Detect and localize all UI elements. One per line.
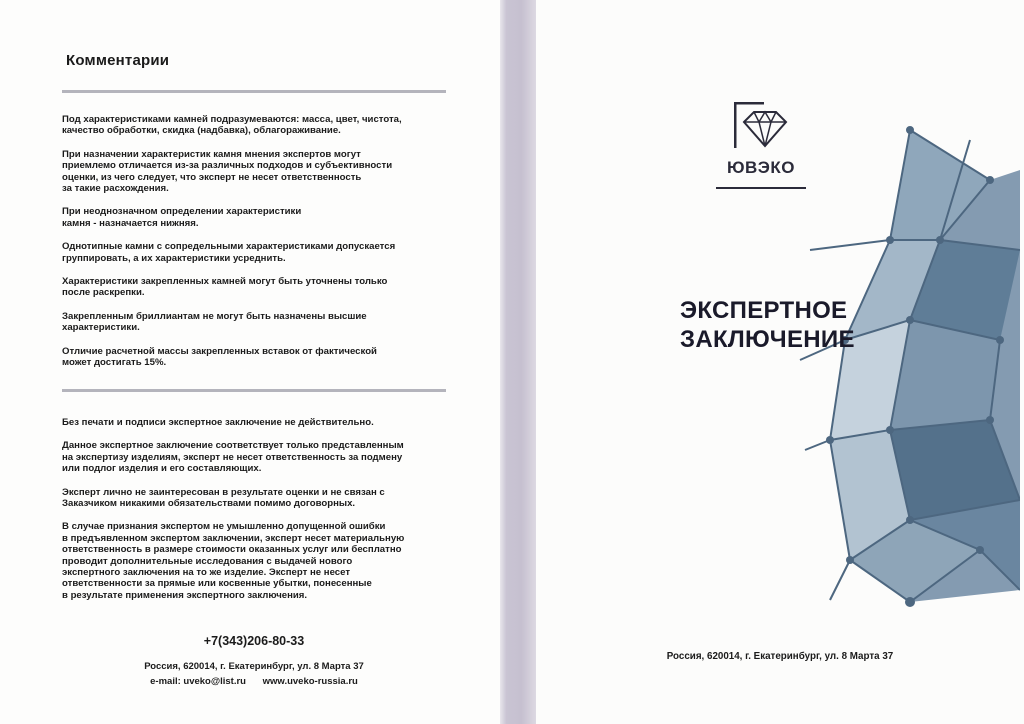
comment-item: Отличие расчетной массы закрепленных вставок от фактической может достигать 15%.: [62, 345, 377, 369]
middle-divider: [62, 389, 446, 392]
contact-address: Россия, 620014, г. Екатеринбург, ул. 8 Марта 37: [144, 661, 364, 672]
comment-item: Характеристики закрепленных камней могут быть уточнены только после раскрепки.: [62, 276, 388, 299]
comment-item: При неоднозначном определении характеристики камня - назначается нижняя.: [62, 206, 302, 229]
comment-item: Однотипные камни с сопредельными характеристиками допускается группировать, а их характеристики усреднить.: [62, 241, 396, 264]
contact-email-website: [62, 676, 446, 687]
disclaimers-list: [62, 417, 434, 613]
comment-item: При назначении характеристик камня мнения экспертов могут приемлемо отличается из-за различных подходов и субъективности оценки, из чего следует, что эксперт не несет ответственность за такие расхождения.: [62, 148, 393, 195]
comments-list: [62, 114, 434, 381]
crystal-network-graphic: [790, 120, 1020, 620]
document-title-line2: ЗАКЛЮЧЕНИЕ: [680, 326, 855, 353]
disclaimer-item: Данное экспертное заключение соответствует только представленным на экспертизу изделиям, эксперт не несет ответственность за подмену или подлог изделия и его составляющих.: [62, 440, 404, 475]
contact-phone: +7(343)206-80-33: [203, 634, 305, 648]
document-title-line1: ЭКСПЕРТНОЕ: [680, 297, 848, 324]
disclaimer-item: Эксперт лично не заинтересован в результате оценки и не связан с Заказчиком никакими обязательствами помимо договорных.: [62, 486, 385, 510]
disclaimer-item: Без печати и подписи экспертное заключение не действительно.: [62, 417, 374, 428]
booklet-spine: [500, 0, 536, 724]
brand-underline: [716, 187, 806, 189]
brand-name: ЮВЭКО: [726, 158, 795, 177]
document-title: [680, 296, 855, 354]
comments-title: Комментарии: [66, 52, 170, 69]
disclaimer-item: В случае признания экспертом не умышленно допущенной ошибки в предъявленном экспертом заключении, эксперт несет материальную ответственность в размере стоимости оказанных услуг или бесплатно проводит дополнительные исследования с выдачей нового экспертного заключения на то же изделие. Эксперт не несет ответственности за прямые или косвенные убытки, понесенные в результате применения экспертного заключения.: [62, 521, 405, 601]
contact-email: e-mail: uveko@list.ru: [150, 676, 246, 687]
diamond-logo-icon: [732, 100, 790, 152]
right-page-address: Россия, 620014, г. Екатеринбург, ул. 8 Марта 37: [666, 651, 894, 662]
top-divider: [62, 90, 446, 93]
comment-item: Закрепленным бриллиантам не могут быть назначены высшие характеристики.: [62, 310, 367, 334]
comment-item: Под характеристиками камней подразумеваются: масса, цвет, чистота, качество обработки, скидка (надбавка), облагораживание.: [62, 114, 402, 137]
contact-website: www.uveko-russia.ru: [262, 676, 358, 687]
